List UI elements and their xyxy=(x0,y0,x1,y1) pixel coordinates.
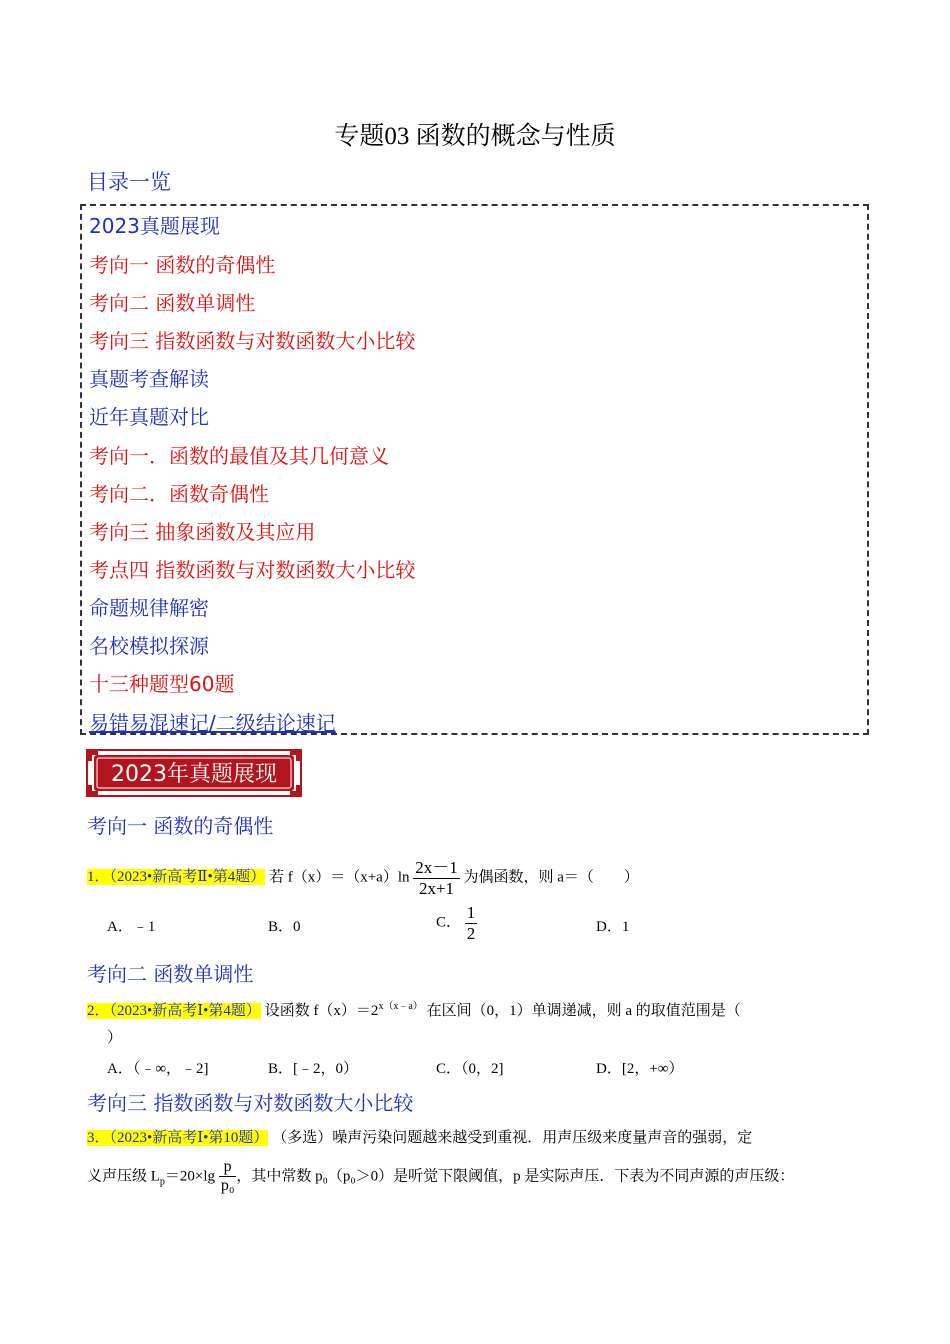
toc-item[interactable]: 命题规律解密 xyxy=(89,596,209,620)
q1-option-a: A．﹣1 xyxy=(107,919,156,935)
toc-item[interactable]: 名校模拟探源 xyxy=(89,634,209,658)
q2-option-b: B．[﹣2，0） xyxy=(268,1061,359,1077)
question-1-fraction xyxy=(413,858,460,898)
q1-option-d: D．1 xyxy=(596,919,630,935)
question-2-stem-end: 在区间（0，1）单调递减，则 a 的取值范围是（ xyxy=(426,1003,741,1019)
toc-item[interactable]: 考向一 函数的奇偶性 xyxy=(89,253,276,277)
question-3-fraction-denominator: p₀ xyxy=(220,1177,235,1195)
question-3-spl-start: 义声压级 L xyxy=(87,1168,160,1185)
toc-item[interactable]: 2023真题展现 xyxy=(89,214,220,238)
toc-item[interactable]: 十三种题型60题 xyxy=(89,672,235,696)
question-3-source: 3．（2023•新高考Ⅰ•第10题） xyxy=(87,1130,269,1146)
question-1-stem-start: 若 f（x）＝（x+a）ln xyxy=(268,869,410,886)
section-banner xyxy=(86,749,302,797)
toc-item[interactable]: 考向二．函数奇偶性 xyxy=(89,482,269,506)
toc-item[interactable]: 易错易混速记/二级结论速记 xyxy=(89,711,336,735)
toc-item[interactable]: 考向三 指数函数与对数函数大小比较 xyxy=(89,329,416,353)
question-1-source: 1．（2023•新高考Ⅱ•第4题） xyxy=(87,869,266,886)
q2-option-d: D．[2，+∞） xyxy=(596,1061,684,1077)
question-3-line-2 xyxy=(87,1158,794,1196)
question-1-fraction-numerator: 2x－1 xyxy=(415,858,458,877)
toc-item[interactable]: 考向二 函数单调性 xyxy=(89,291,256,315)
q1-option-c-denominator: 2 xyxy=(466,923,476,943)
question-3-fraction-numerator: p xyxy=(219,1158,237,1177)
question-2-stem-start: 设函数 f（x）＝2 xyxy=(264,1003,379,1019)
toc-item[interactable]: 近年真题对比 xyxy=(89,405,209,429)
question-2-line-2: ） xyxy=(107,1030,123,1046)
question-3-spl-sub: p xyxy=(159,1176,165,1188)
q1-option-c-numerator: 1 xyxy=(466,903,476,922)
question-2 xyxy=(87,997,741,1020)
q1-option-c-fraction xyxy=(465,903,478,943)
section-heading-2: 考向二 函数单调性 xyxy=(87,962,254,986)
question-2-exponent: x（x﹣a） xyxy=(378,1001,423,1012)
question-1-stem-end: 为偶函数，则 a＝（ ） xyxy=(463,869,639,886)
toc-item[interactable]: 考向三 抽象函数及其应用 xyxy=(89,520,316,544)
toc-item[interactable]: 考向一．函数的最值及其几何意义 xyxy=(89,444,389,468)
question-1 xyxy=(87,858,639,898)
question-3-spl-end: ，其中常数 p₀（p₀＞0）是听觉下限阈值，p 是实际声压．下表为不同声源的声压级： xyxy=(236,1168,795,1185)
q2-option-c: C．（0，2] xyxy=(436,1061,504,1077)
section-heading-3: 考向三 指数函数与对数函数大小比较 xyxy=(87,1091,414,1115)
toc-item[interactable]: 考点四 指数函数与对数函数大小比较 xyxy=(89,558,416,582)
q1-option-c xyxy=(436,903,477,943)
page-title: 专题03 函数的概念与性质 xyxy=(334,123,616,150)
question-2-source: 2．（2023•新高考Ⅰ•第4题） xyxy=(87,1003,261,1019)
q1-option-b: B．0 xyxy=(268,919,301,935)
q2-option-a: A．（﹣∞，﹣2] xyxy=(107,1061,209,1077)
banner-text: 2023年真题展现 xyxy=(111,762,277,787)
table-of-contents xyxy=(80,204,869,735)
q1-option-c-label: C． xyxy=(436,914,462,931)
toc-item[interactable]: 真题考查解读 xyxy=(89,367,209,391)
section-heading-1: 考向一 函数的奇偶性 xyxy=(87,814,274,838)
question-3-fraction xyxy=(219,1158,237,1196)
question-3 xyxy=(87,1126,752,1147)
question-3-spl-mid: ＝20×lg xyxy=(164,1168,216,1185)
toc-heading: 目录一览 xyxy=(87,170,171,194)
question-1-fraction-denominator: 2x+1 xyxy=(418,878,455,898)
question-3-line-1: （多选）噪声污染问题越来越受到重视．用声压级来度量声音的强弱，定 xyxy=(272,1130,753,1146)
